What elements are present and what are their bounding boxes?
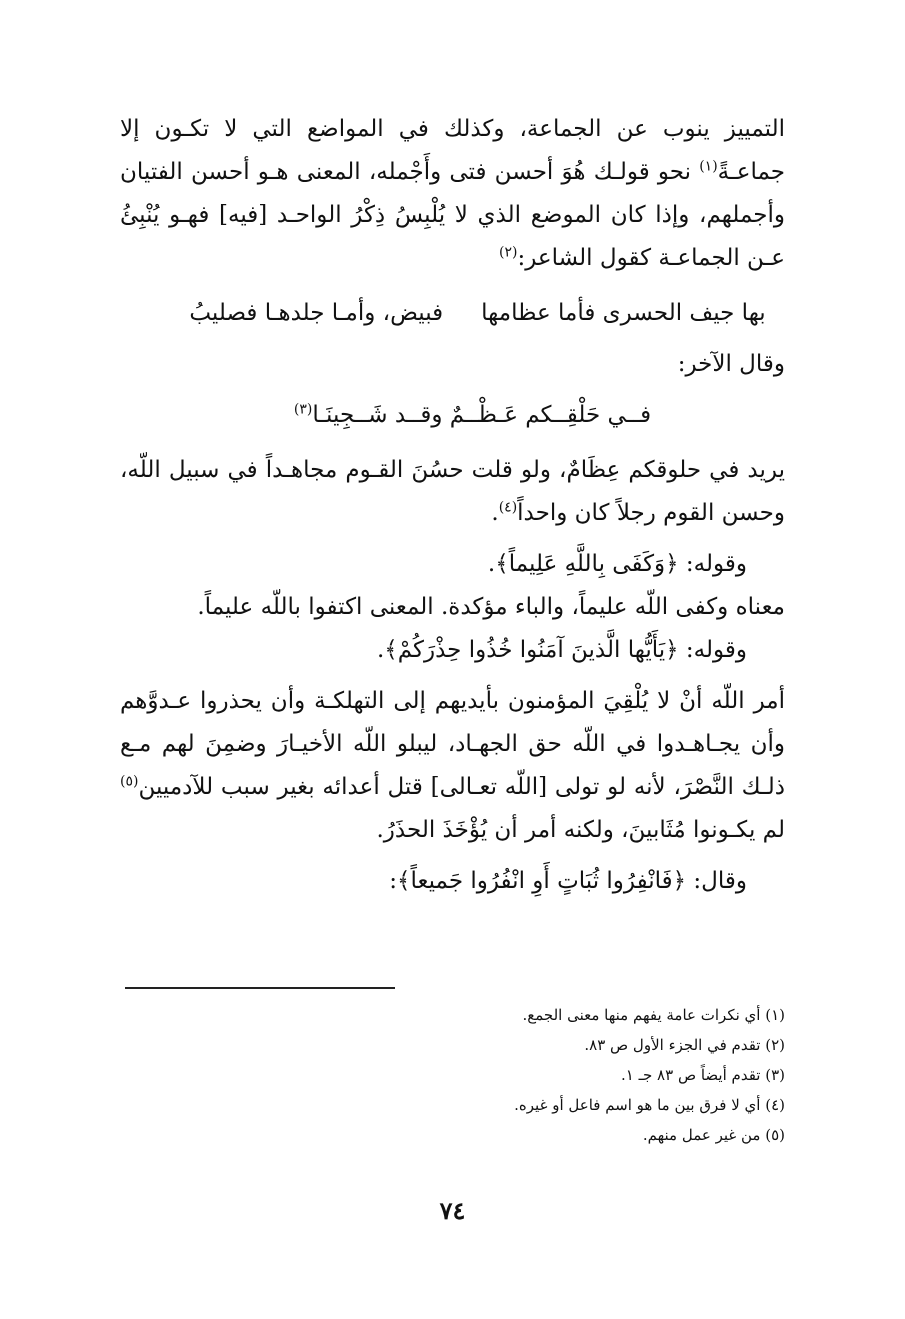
text-run: . xyxy=(491,500,499,526)
verse-hemistich: فبيض، وأمـا جلدهـا فصليبُ xyxy=(189,300,444,326)
paragraph: وقوله: ﴿يَأَيُّها الَّذينَ آمَنُوا خُذُوا حِذْرَكُمْ﴾. xyxy=(376,637,747,663)
paragraph: وقال: ﴿فَانْفِرُوا ثُبَاتٍ أَوِ انْفُرُوا جَميعاً﴾: xyxy=(389,868,747,894)
main-text xyxy=(120,108,785,903)
verse-text: فــي حَلْقِــكم عَـظْــمٌ وقــد شَــجِينَـا xyxy=(312,402,652,428)
paragraph xyxy=(120,449,785,535)
paragraph xyxy=(120,680,785,852)
footnote-reference: (١) xyxy=(699,158,718,175)
paragraph: معناه وكفى اللّه عليماً، والباء مؤكدة. المعنى اكتفوا باللّه عليماً. xyxy=(197,594,785,620)
verse-line xyxy=(120,394,785,437)
footnote: (٣) تقدم أيضاً ص ٨٣ جـ ١. xyxy=(621,1066,785,1084)
text-run: لم يكـونوا مُثَابينَ، ولكنه أمر أن يُؤْخَذَ الحذَرُ. xyxy=(376,817,785,843)
verse-line xyxy=(120,292,785,335)
text-run: أمر اللّه أنْ لا يُلْقِيَ المؤمنون بأيديهم إلى التهلكـة وأن يحذروا عـدوَّهم وأن يجـاهـدوا في اللّه حق الجهـاد، ليبلو اللّه الأخيـارَ وضمِنَ لهم مـع ذلـك النَّصْرَ، لأنه لو تولى [اللّه تعـالى] قتل أعدائه بغير سبب للآدميين xyxy=(120,688,785,800)
footnote-reference: (٢) xyxy=(499,244,518,261)
footnote: (٥) من غير عمل منهم. xyxy=(642,1126,785,1144)
footnote: (٢) تقدم في الجزء الأول ص ٨٣. xyxy=(584,1036,785,1054)
page-number: ٧٤ xyxy=(439,1196,466,1225)
text-run: التمييز ينوب عن الجماعة، وكذلك في المواضع التي لا تكـون إلا جماعـةً xyxy=(120,116,785,185)
paragraph xyxy=(120,108,785,280)
verse-hemistich: بها جيف الحسرى فأما عظامها xyxy=(481,300,766,326)
footnote-divider xyxy=(125,987,395,989)
paragraph: وقوله: ﴿وَكَفَى بِاللَّهِ عَلِيماً﴾. xyxy=(487,551,747,577)
paragraph: وقال الآخر: xyxy=(677,351,785,377)
footnote-reference: (٥) xyxy=(120,773,139,790)
footnote: (٤) أي لا فرق بين ما هو اسم فاعل أو غيره. xyxy=(514,1096,785,1114)
text-run: نحو قولـك هُوَ أحسن فتى وأَجْمله، المعنى هـو أحسن الفتيان وأجملهم، وإذا كان الموضع الذي لا يُلْبِسُ ذِكْرُ الواحـد [فيه] فهـو يُنْبِئُ عـن الجماعـة كقول الشاعر: xyxy=(120,159,785,271)
footnote-reference: (٤) xyxy=(498,499,518,516)
footnotes xyxy=(120,1000,785,1150)
footnote: (١) أي نكرات عامة يفهم منها معنى الجمع. xyxy=(522,1006,785,1024)
footnote-reference: (٣) xyxy=(293,401,313,418)
text-run: يريد في حلوقكم عِظَامٌ، ولو قلت حسُنَ القـوم مجاهـداً في سبيل اللّه، وحسن القوم رجلاً كان واحداً xyxy=(120,457,785,526)
